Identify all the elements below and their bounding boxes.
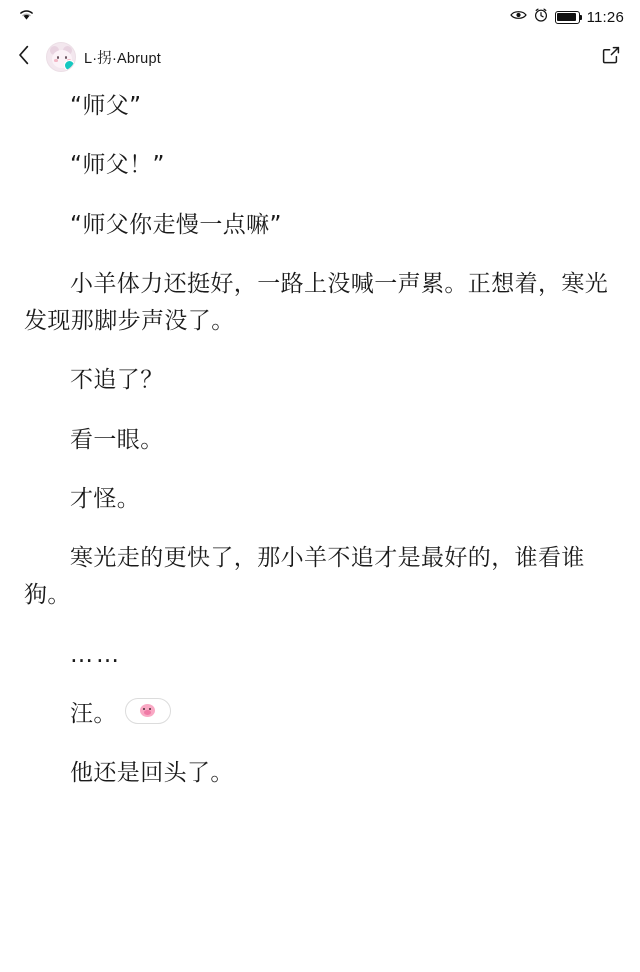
back-button[interactable]	[10, 41, 38, 73]
paragraph: ……	[70, 641, 122, 668]
battery-icon	[555, 11, 580, 24]
chevron-left-icon	[18, 45, 30, 70]
paragraph: 小羊体力还挺好，一路上没喊一声累。正想着，寒光发现那脚步声没了。	[24, 270, 609, 334]
eye-icon	[510, 8, 527, 26]
alarm-clock-icon	[534, 8, 548, 27]
wifi-icon	[18, 8, 35, 26]
paragraph-text: 汪。	[70, 700, 117, 727]
article-content	[0, 80, 640, 972]
paragraph: 看一眼。	[70, 426, 164, 453]
avatar-blush-left	[54, 59, 58, 62]
pig-eye-right	[149, 708, 151, 710]
paragraph: “师父！”	[70, 152, 165, 179]
share-export-icon	[601, 45, 621, 70]
paragraph: 他还是回头了。	[70, 760, 234, 786]
status-bar-right	[510, 8, 624, 27]
navigation-bar	[0, 34, 640, 80]
status-time: 11:26	[586, 8, 624, 26]
paragraph: 寒光走的更快了，那小羊不追才是最好的，谁看谁狗。	[24, 545, 585, 609]
pig-icon	[139, 703, 157, 719]
pig-eye-left	[143, 708, 145, 710]
avatar[interactable]	[46, 42, 76, 72]
paragraph: 才怪。	[70, 485, 141, 512]
battery-fill	[557, 13, 576, 21]
paragraph: 不追了？	[70, 367, 164, 394]
paragraph-with-sticker	[24, 696, 616, 733]
status-bar-left	[18, 8, 35, 26]
page-title: L·拐·Abrupt	[84, 50, 161, 67]
paragraph: “师父你走慢一点嘛”	[70, 211, 282, 238]
paragraph: “师父”	[70, 93, 142, 119]
share-button[interactable]	[596, 42, 626, 72]
avatar-status-badge	[64, 60, 75, 71]
pig-face-sticker[interactable]	[125, 698, 171, 724]
status-bar	[0, 0, 640, 34]
